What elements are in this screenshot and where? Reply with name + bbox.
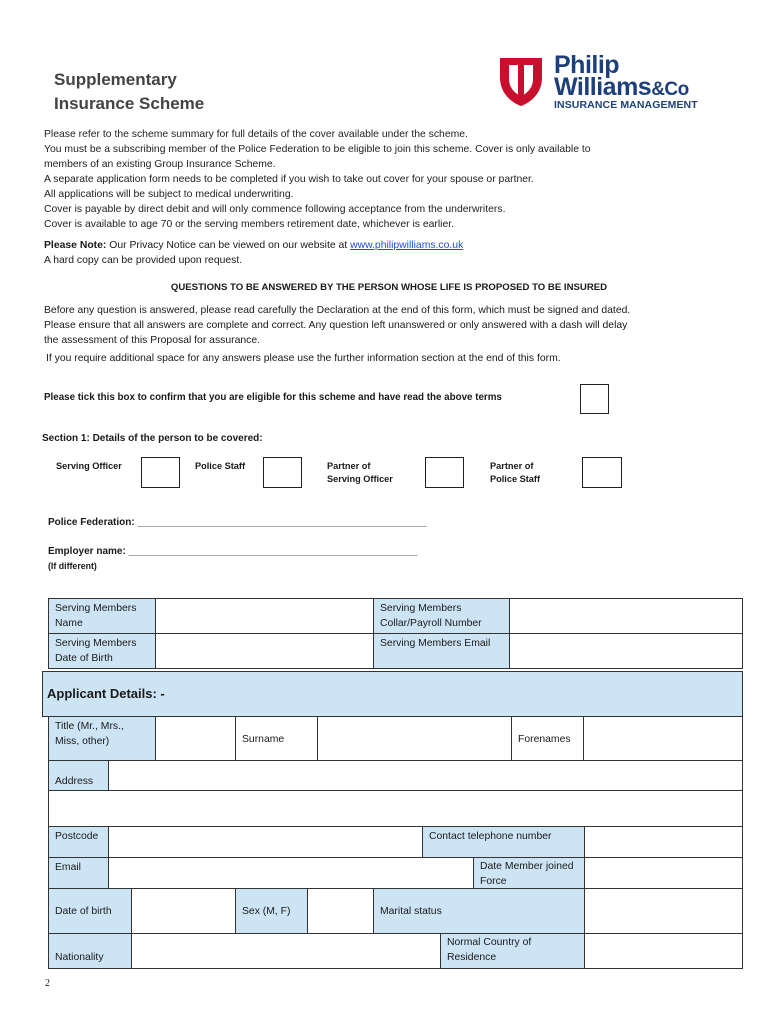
option-line: Serving Officer	[327, 474, 393, 484]
option-police-staff-label	[195, 460, 245, 473]
intro-line: Please refer to the scheme summary for full details of the cover available under the scheme.	[44, 129, 468, 140]
email-label: Email	[48, 857, 109, 889]
form-title-line2: Insurance Scheme	[54, 94, 205, 113]
serving-member-collar-input[interactable]	[509, 598, 743, 634]
serving-member-email-label: Serving Members Email	[373, 633, 510, 669]
intro-text	[44, 127, 734, 232]
employer-name-field[interactable]: Employer name: ____________________________________________________	[48, 546, 418, 557]
partner-police-staff-checkbox[interactable]	[582, 457, 622, 488]
website-link[interactable]: www.philipwilliams.co.uk	[350, 240, 464, 251]
partner-serving-officer-checkbox[interactable]	[425, 457, 464, 488]
company-logo	[496, 52, 726, 114]
option-serving-officer-label	[56, 460, 122, 473]
postcode-input[interactable]	[108, 826, 423, 858]
sex-input[interactable]	[307, 888, 374, 934]
section1-heading: Section 1: Details of the person to be covered:	[42, 433, 263, 444]
page-number: 2	[45, 978, 50, 989]
form-title	[54, 68, 204, 116]
country-of-residence-label: Normal Country of Residence	[440, 933, 585, 969]
date-of-birth-label: Date of birth	[48, 888, 132, 934]
eligibility-checkbox[interactable]	[580, 384, 609, 414]
country-of-residence-input[interactable]	[584, 933, 743, 969]
option-line: Partner of	[490, 461, 534, 471]
option-partner-police-staff-label	[490, 460, 540, 486]
date-joined-force-input[interactable]	[584, 857, 743, 889]
declaration-line: Before any question is answered, please read carefully the Declaration at the end of this form, which must be signed and dated.	[44, 305, 631, 316]
postcode-label: Postcode	[48, 826, 109, 858]
intro-line: A separate application form needs to be completed if you wish to take out cover for your spouse or partner.	[44, 174, 534, 185]
if-different-label: (If different)	[48, 561, 97, 571]
address-label: Address	[48, 760, 109, 791]
declaration-line: Please ensure that all answers are complete and correct. Any question left unanswered or only answered with a dash will delay	[44, 320, 628, 331]
intro-line: members of an existing Group Insurance Scheme.	[44, 159, 276, 170]
serving-member-dob-input[interactable]	[155, 633, 374, 669]
date-joined-force-label: Date Member joined Force	[473, 857, 585, 889]
contact-telephone-label: Contact telephone number	[422, 826, 585, 858]
contact-telephone-input[interactable]	[584, 826, 743, 858]
intro-line: Cover is payable by direct debit and will only commence following acceptance from the underwriters.	[44, 204, 506, 215]
declaration-text	[44, 303, 734, 348]
shield-logo-icon	[496, 54, 546, 108]
tick-confirm-label: Please tick this box to confirm that you are eligible for this scheme and have read the above terms	[44, 392, 502, 403]
police-staff-checkbox[interactable]	[263, 457, 302, 488]
serving-member-name-input[interactable]	[155, 598, 374, 634]
serving-officer-checkbox[interactable]	[141, 457, 180, 488]
option-line: Police Staff	[490, 474, 541, 484]
privacy-note	[44, 238, 734, 268]
note-line2: A hard copy can be provided upon request.	[44, 255, 243, 266]
serving-member-name-label: Serving Members Name	[48, 598, 156, 634]
additional-space-note: If you require additional space for any answers please use the further information section at the end of this form.	[46, 353, 561, 364]
applicant-details-heading: Applicant Details: -	[42, 671, 743, 717]
note-text: Our Privacy Notice can be viewed on our website at	[106, 240, 351, 251]
logo-co: &Co	[651, 79, 689, 100]
questions-heading: QUESTIONS TO BE ANSWERED BY THE PERSON WHOSE LIFE IS PROPOSED TO BE INSURED	[170, 282, 608, 293]
sex-label: Sex (M, F)	[235, 888, 308, 934]
surname-label: Surname	[235, 716, 318, 761]
option-line: Serving Officer	[56, 461, 122, 471]
title-input[interactable]	[155, 716, 236, 761]
police-federation-field[interactable]: Police Federation: ____________________________________________________	[48, 517, 427, 528]
serving-member-dob-label: Serving Members Date of Birth	[48, 633, 156, 669]
declaration-line: the assessment of this Proposal for assurance.	[44, 335, 261, 346]
serving-member-collar-label: Serving Members Collar/Payroll Number	[373, 598, 510, 634]
intro-line: You must be a subscribing member of the Police Federation to be eligible to join this scheme. Cover is only available to	[44, 144, 591, 155]
nationality-label: Nationality	[48, 933, 132, 969]
email-input[interactable]	[108, 857, 474, 889]
serving-member-email-input[interactable]	[509, 633, 743, 669]
logo-text-philip: Philip	[554, 51, 620, 79]
marital-status-label: Marital status	[373, 888, 585, 934]
title-label: Title (Mr., Mrs., Miss, other)	[48, 716, 156, 761]
address-input-line2[interactable]	[48, 790, 743, 827]
marital-status-input[interactable]	[584, 888, 743, 934]
intro-line: All applications will be subject to medical underwriting.	[44, 189, 294, 200]
option-line: Police Staff	[195, 461, 246, 471]
date-of-birth-input[interactable]	[131, 888, 236, 934]
logo-text-insurance-management: INSURANCE MANAGEMENT	[554, 99, 698, 111]
note-label: Please Note:	[44, 240, 107, 251]
forenames-label: Forenames	[511, 716, 584, 761]
logo-williams: Williams	[554, 73, 652, 101]
option-partner-serving-officer-label	[327, 460, 393, 486]
address-input-line1[interactable]	[108, 760, 743, 791]
surname-input[interactable]	[317, 716, 512, 761]
intro-line: Cover is available to age 70 or the serving members retirement date, whichever is earlier.	[44, 219, 455, 230]
option-line: Partner of	[327, 461, 371, 471]
nationality-input[interactable]	[131, 933, 441, 969]
form-title-line1: Supplementary	[54, 70, 177, 89]
forenames-input[interactable]	[583, 716, 743, 761]
